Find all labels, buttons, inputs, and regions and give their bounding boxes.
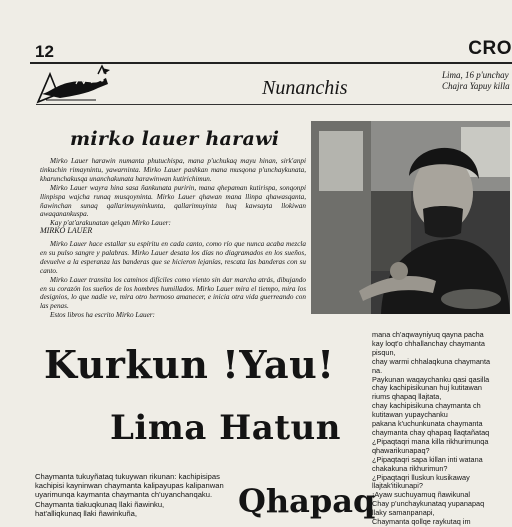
paragraph: Mirko Lauer transita los caminos difíciles como viento sin dar marcha atrás, dibujando en su corazón los sueños de los hombres humillados. Mirko Lauer mira el tiempo, mira los designios, lo que nadie ve, mira otro hermoso amanecer, e inicia otra vida guerreando con las penas. (40, 275, 306, 311)
text-line: qhawarikunapaq? (372, 445, 430, 455)
section-title: Nunanchis (262, 77, 348, 99)
paragraph: Mirko Lauer hace estallar su espíritu en cada canto, como río que nunca acaba mezcla en su pulso sangre y palabras. Mirko Lauer desata los días no diagramados en los sueños, devuelve a la esperanza las banderas que se hicieron lejanías, rescata las banderas con su canto. (40, 240, 306, 275)
text-line: chay warmi chhalaqkuna chaymanta (372, 356, 491, 366)
text-line: Paykunan waqaychanku qasi qasilla (372, 374, 490, 384)
text-line: chakakuna rikhurimun? (372, 463, 448, 473)
text-line: uyarimunqa kaymanta chaymanta ch'uyanchanqaku. (35, 490, 213, 500)
paragraph: Mirko Lauer wayra hina sasa ñankunata puririn, mana qhepaman kutirispa, sonqonpi llinpispa wajcha runaq musqoyninta. Mirko Lauer qhawan mana llinpa qhawasqanta, ñawinchan sunaq qallarimuyninkunta, qallarimuyinta huq kawsayta llokiwan awaqanankuspa. (40, 183, 306, 219)
text-line: pisqun, (372, 347, 396, 357)
bird-emblem-icon (36, 64, 116, 106)
article-title: mirko lauer harawi (70, 128, 280, 150)
text-line: Chaymanta tukuyñataq tukuywan rikunan: kachipisipas (35, 472, 220, 481)
author-photo (311, 121, 510, 314)
dateline-line: Lima, 16 p'unchay (442, 70, 509, 80)
text-line: ¿Pipaqtaqri lluskun kusikaway (372, 472, 470, 482)
text-line: Chaymanta tiakuqkunaq llaki ñawinku, (35, 499, 165, 509)
headline-lima-hatun: Lima Hatun (110, 408, 341, 448)
text-line: chay kachipisikunan huj kutitawan (372, 383, 482, 393)
text-line: chaymanta chay qhapaq llaqtañataq (372, 427, 490, 437)
paragraph: Estos libros ha escrito Mirko Lauer: (50, 311, 155, 320)
section-rule (36, 104, 512, 105)
paragraph: Mirko Lauer harawin numanta phutuchispa, mana p'uchukaq mayu hinan, sirk'anpi tinkuchin rimaynintu, yawarninta. Mirko Lauer pashkan mana musqona p'unchaykunata, kharunchakusqa unanchakunata harawinwan kutirichimun. (40, 157, 306, 183)
text-line: ¿Pipaqtaqri mana killa rikhurimunqa (372, 436, 489, 446)
text-line: chay kachipisikuna chaymanta ch (372, 401, 481, 411)
page-number: 12 (35, 42, 54, 61)
text-line: ¡Ayaw suchuyamuq ñawikunal (372, 490, 471, 500)
text-line: llaky samanpanapi, (372, 508, 435, 518)
text-line: llajtak'itikunapi? (372, 481, 423, 491)
paragraph: Kay p'at'arakunatan qelqan Mirko Lauer: (50, 219, 171, 228)
text-line: na. (372, 365, 383, 375)
text-line: Chaymanta qollqe raykutaq im (372, 517, 471, 527)
headline-kurkun-yau: Kurkun !Yau! (44, 342, 335, 387)
dateline (442, 70, 512, 92)
right-column-text (372, 331, 512, 527)
text-line: ¿Pipaqtaqri sapa killan inti watana (372, 454, 483, 464)
dateline-line: Chajra Yapuy killa (442, 81, 510, 91)
text-line: kachipisi kayninwan chaymanta kalipayupas kalipanwan (35, 481, 224, 491)
masthead-logo-text: CRO (468, 38, 512, 59)
text-line: riums qhapaq llajtata, (372, 392, 442, 402)
text-line: Chay p'unchaykunataq yupanapaq (372, 499, 485, 509)
text-line: kutitawan yupaychanku (372, 410, 448, 420)
text-line: mana ch'aqwayniyuq qayna pacha (372, 330, 484, 339)
text-line: pakana k'uchunkunata chaymanta (372, 419, 483, 429)
text-line: kay loqt'o chhallanchay chaymanta (372, 338, 485, 348)
text-line: hat'alliqkunaq llaki ñawinkuña, (35, 508, 137, 518)
headline-qhapaq: Qhapaq (238, 482, 376, 520)
quechua-text-block (40, 157, 306, 228)
bottom-left-text-block (35, 472, 233, 518)
spanish-text-block (40, 240, 306, 320)
spanish-subheading: MIRKO LAUER (40, 226, 93, 235)
